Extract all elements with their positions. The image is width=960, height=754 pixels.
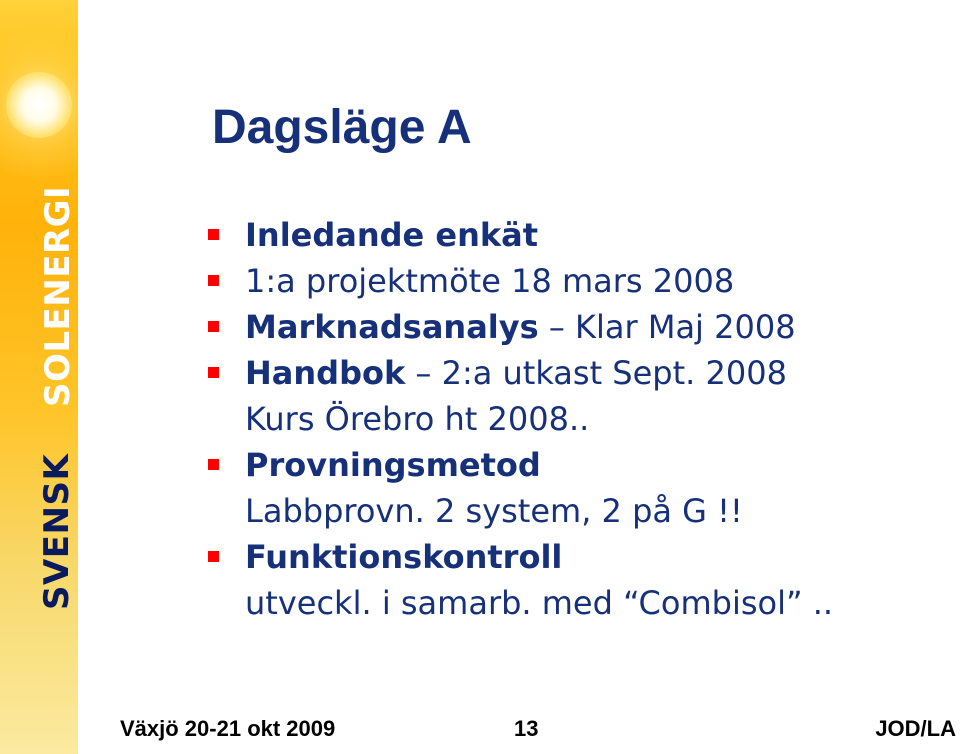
bullet-icon [208,551,219,562]
item-strong: Provningsmetod [245,446,541,484]
brand-svensk [20,0,77,610]
item-strong: Inledande enkät [245,216,539,254]
list-item [208,212,928,258]
continuation-text: Kurs Örebro ht 2008.. [245,400,590,438]
item-rest: 1:a projektmöte 18 mars 2008 [245,262,735,300]
item-strong: Funktionskontroll [245,538,563,576]
list-item [208,304,928,350]
brand-svensk-text: SVENSK [37,453,77,610]
page-number: 13 [514,716,539,741]
bullet-icon [208,321,219,332]
list-item [208,258,928,304]
bullet-icon [208,367,219,378]
item-rest: – 2:a utkast Sept. 2008 [405,354,787,392]
slide-footer [0,710,960,746]
slide-title: Dagsläge A [212,101,472,154]
item-strong: Marknadsanalys [245,308,539,346]
continuation-text: Labbprovn. 2 system, 2 på G !! [245,492,743,530]
bullet-icon [208,229,219,240]
list-item [208,442,928,488]
list-continuation [208,396,928,442]
list-item [208,534,928,580]
item-strong: Handbok [245,354,406,392]
list-continuation [208,488,928,534]
sidebar-banner [0,0,78,754]
footer-author: JOD/LA [875,716,956,741]
bullet-icon [208,275,219,286]
bullet-list [208,212,928,626]
continuation-text: utveckl. i samarb. med “Combisol” .. [245,584,834,622]
footer-location-date: Växjö 20-21 okt 2009 [120,716,336,741]
list-continuation [208,580,928,626]
list-item [208,350,928,396]
brand-solenergi-text: SOLENERGI [38,185,78,407]
item-rest: – Klar Maj 2008 [538,308,796,346]
bullet-icon [208,459,219,470]
